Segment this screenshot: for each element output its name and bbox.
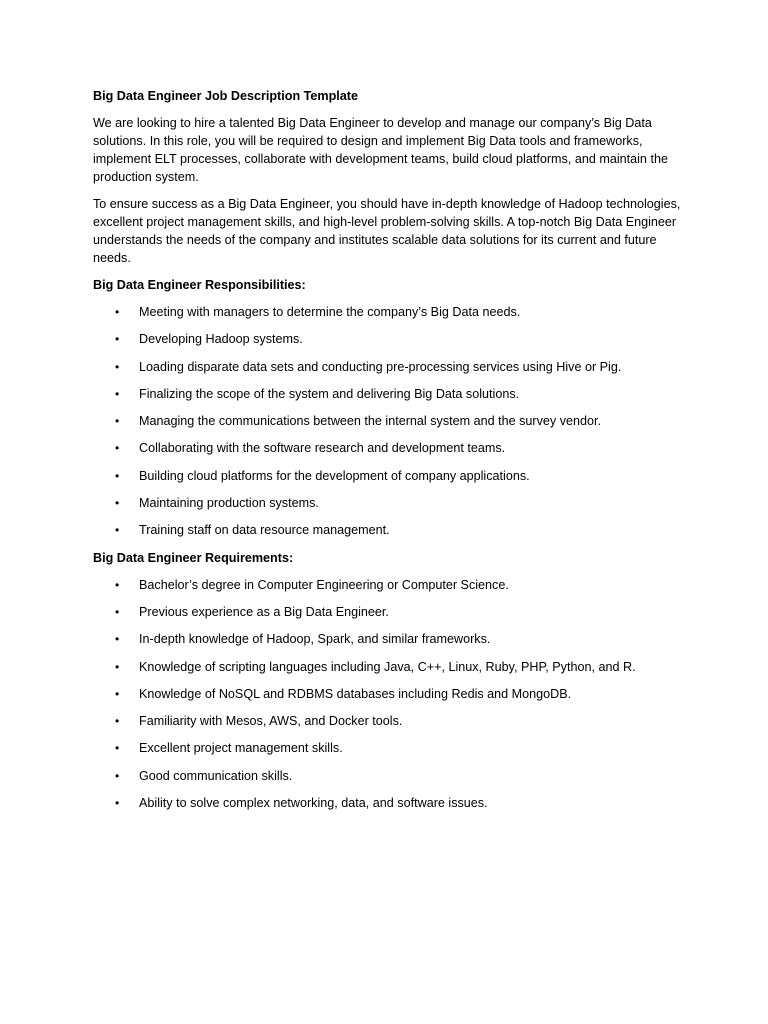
responsibility-text: Finalizing the scope of the system and delivering Big Data solutions. [139,386,520,401]
requirement-item [93,685,683,703]
requirement-text: In-depth knowledge of Hadoop, Spark, and similar frameworks. [139,632,491,647]
responsibility-text: Loading disparate data sets and conducting pre-processing services using Hive or Pig. [139,359,622,374]
responsibility-item [93,467,683,485]
requirement-item [93,658,683,676]
responsibility-item [93,412,683,430]
responsibilities-list [93,303,683,539]
bullet-icon: • [115,714,120,729]
responsibility-text: Developing Hadoop systems. [139,332,303,347]
requirements-heading: Big Data Engineer Requirements: [93,550,294,565]
responsibility-text: Meeting with managers to determine the company’s Big Data needs. [139,305,521,319]
bullet-icon: • [115,441,120,456]
bullet-icon: • [115,414,120,429]
bullet-icon: • [115,659,120,674]
responsibility-item [93,494,683,512]
document-title: Big Data Engineer Job Description Template [93,89,358,103]
requirements-list [93,576,683,812]
bullet-icon: • [115,305,120,319]
requirement-text: Previous experience as a Big Data Engineer. [139,604,389,619]
responsibility-item [93,385,683,403]
bullet-icon: • [115,386,120,401]
requirement-item [93,630,683,648]
bullet-icon: • [115,523,120,538]
bullet-icon: • [115,496,120,511]
intro-paragraph: To ensure success as a Big Data Engineer, you should have in-depth knowledge of Hadoop technologies, excellent project management skills, and high-level problem-solving skills. A top-notch Big Data Engineer understands the needs of the company and institutes scalable data solutions for its current and future needs. [93,197,681,265]
requirement-text: Knowledge of scripting languages including Java, C++, Linux, Ruby, PHP, Python, and R. [139,659,636,674]
bullet-icon: • [115,741,120,756]
bullet-icon: • [115,686,120,701]
responsibility-item [93,330,683,348]
bullet-icon: • [115,468,120,483]
bullet-icon: • [115,768,120,783]
requirement-item [93,794,683,812]
bullet-icon: • [115,359,120,374]
requirement-item [93,739,683,757]
responsibility-text: Collaborating with the software research and development teams. [139,441,506,456]
requirement-item [93,767,683,785]
requirement-item [93,576,683,594]
requirement-text: Excellent project management skills. [139,741,343,756]
responsibility-item [93,358,683,376]
responsibility-text: Training staff on data resource management. [139,523,390,538]
requirement-text: Knowledge of NoSQL and RDBMS databases including Redis and MongoDB. [139,686,572,701]
bullet-icon: • [115,796,120,811]
responsibility-text: Managing the communications between the internal system and the survey vendor. [139,414,602,429]
requirement-item [93,712,683,730]
document-page [93,87,683,821]
bullet-icon: • [115,604,120,619]
responsibility-text: Maintaining production systems. [139,496,319,511]
requirement-text: Familiarity with Mesos, AWS, and Docker tools. [139,714,403,729]
requirement-text: Bachelor’s degree in Computer Engineering or Computer Science. [139,577,509,592]
requirement-text: Good communication skills. [139,768,293,783]
bullet-icon: • [115,577,120,592]
bullet-icon: • [115,632,120,647]
responsibilities-heading: Big Data Engineer Responsibilities: [93,278,306,292]
requirement-item [93,603,683,621]
responsibility-text: Building cloud platforms for the development of company applications. [139,468,530,483]
bullet-icon: • [115,332,120,347]
requirement-text: Ability to solve complex networking, data, and software issues. [139,796,488,811]
responsibility-item [93,521,683,539]
responsibility-item [93,439,683,457]
intro-paragraph: We are looking to hire a talented Big Data Engineer to develop and manage our company’s Big Data solutions. In this role, you will be required to design and implement Big Data tools and frameworks, implement ELT processes, collaborate with development teams, build cloud platforms, and maintain the production system. [93,116,668,184]
responsibility-item [93,303,683,321]
